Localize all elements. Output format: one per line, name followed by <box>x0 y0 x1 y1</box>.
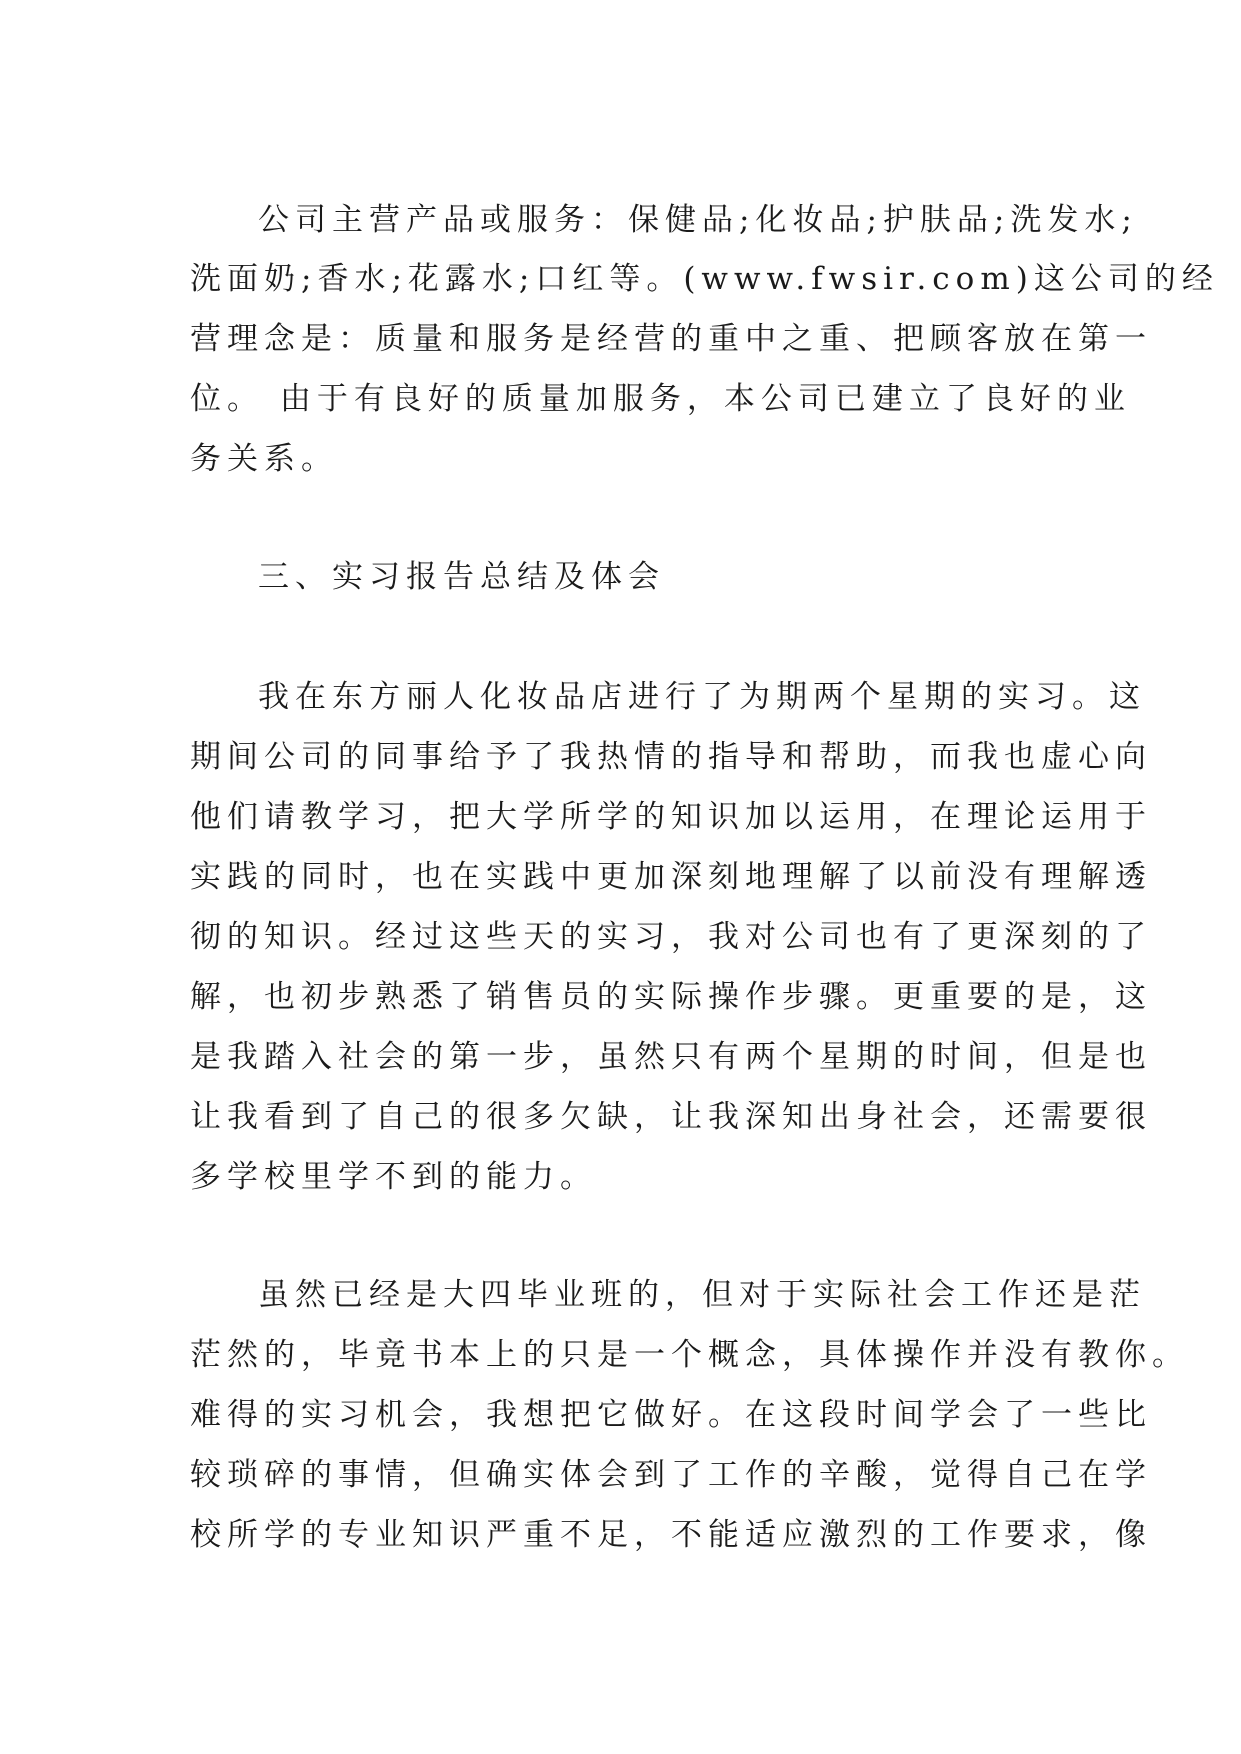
text-line: 多学校里学不到的能力。 <box>190 1159 597 1195</box>
text-line: 难得的实习机会，我想把它做好。在这段时间学会了一些比 <box>190 1397 1152 1433</box>
text-line: 我在东方丽人化妆品店进行了为期两个星期的实习。这 <box>258 679 1146 715</box>
text-line: 解，也初步熟悉了销售员的实际操作步骤。更重要的是，这 <box>190 979 1152 1015</box>
text-line: 洗面奶;香水;花露水;口红等。(www.fwsir.com)这公司的经 <box>190 261 1219 297</box>
text-line: 是我踏入社会的第一步，虽然只有两个星期的时间，但是也 <box>190 1039 1152 1075</box>
text-line: 营理念是：质量和服务是经营的重中之重、把顾客放在第一 <box>190 321 1152 357</box>
text-line: 位。 由于有良好的质量加服务，本公司已建立了良好的业 <box>190 381 1131 417</box>
text-line: 让我看到了自己的很多欠缺，让我深知出身社会，还需要很 <box>190 1099 1152 1135</box>
text-line: 茫然的，毕竟书本上的只是一个概念，具体操作并没有教你。 <box>190 1337 1189 1373</box>
text-line: 期间公司的同事给予了我热情的指导和帮助，而我也虚心向 <box>190 739 1152 775</box>
text-line: 彻的知识。经过这些天的实习，我对公司也有了更深刻的了 <box>190 919 1152 955</box>
text-line: 公司主营产品或服务：保健品;化妆品;护肤品;洗发水; <box>258 202 1138 238</box>
text-line: 较琐碎的事情，但确实体会到了工作的辛酸，觉得自己在学 <box>190 1457 1152 1493</box>
text-line: 虽然已经是大四毕业班的，但对于实际社会工作还是茫 <box>258 1277 1146 1313</box>
text-line: 务关系。 <box>190 441 338 477</box>
text-line: 实践的同时，也在实践中更加深刻地理解了以前没有理解透 <box>190 859 1152 895</box>
section-heading: 三、实习报告总结及体会 <box>258 559 665 595</box>
text-line: 校所学的专业知识严重不足，不能适应激烈的工作要求，像 <box>190 1517 1152 1553</box>
text-line: 他们请教学习，把大学所学的知识加以运用，在理论运用于 <box>190 799 1152 835</box>
